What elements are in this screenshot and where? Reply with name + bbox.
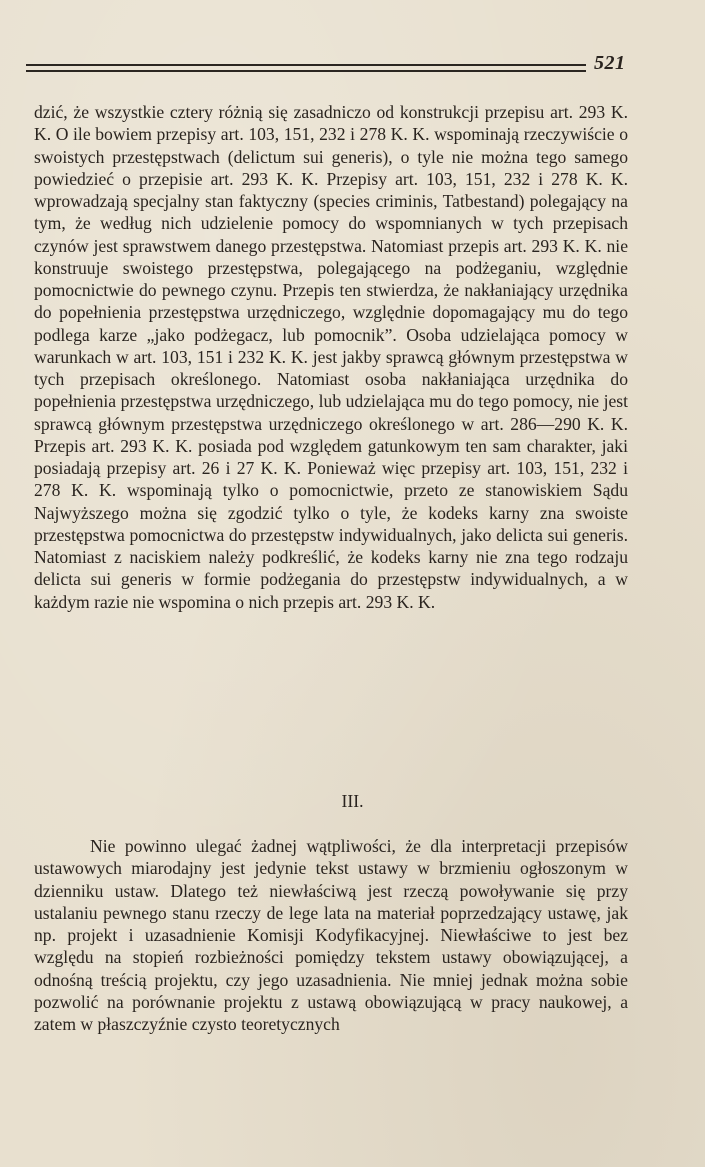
header-rule-top bbox=[26, 64, 586, 66]
body-text-section-2 bbox=[34, 101, 628, 613]
section-heading: III. bbox=[341, 791, 364, 811]
page-header bbox=[26, 52, 626, 78]
page-number: 521 bbox=[594, 52, 626, 74]
body-text-section-3 bbox=[34, 835, 628, 1035]
paragraph-continued: dzić, że wszystkie cztery różnią się zasadniczo od konstrukcji przepisu art. 293 K. K. O ile bowiem przepisy art. 103, 151, 232 i 278 K. K. wspominają rzeczywiście o swoistych przestępstwach (delictum sui generis), o tyle nie można tego samego powiedzieć o przepisie art. 293 K. K. Przepisy art. 103, 151, 232 i 278 K. K. wprowadzają specjalny stan faktyczny (species criminis, Tatbestand) polegający na tym, że według nich udzielenie pomocy do wspomnianych w tych przepisach czynów jest sprawstwem danego przestępstwa. Natomiast przepis art. 293 K. K. nie konstruuje swoistego przestępstwa, polegającego na podżeganiu, względnie pomocnictwie do pewnego czynu. Przepis ten stwierdza, że nakłaniający urzędnika do popełnienia przestępstwa urzędniczego, względnie dopomagający mu do tego podlega karze „jako podżegacz, lub pomocnik”. Osoba udzielająca pomocy w warunkach w art. 103, 151 i 232 K. K. jest jakby sprawcą głównym przestępstwa w tych przepisach określonego. Natomiast osoba nakłaniająca urzędnika do popełnienia przestępstwa urzędniczego, lub udzielająca mu do tego pomocy, nie jest sprawcą głównym przestępstwa urzędniczego określonego w art. 286—290 K. K. Przepis art. 293 K. K. posiada pod względem gatunkowym ten sam charakter, jaki posiadają przepisy art. 26 i 27 K. K. Ponieważ więc przepisy art. 103, 151, 232 i 278 K. K. wspominają tylko o pomocnictwie, przeto ze stanowiskiem Sądu Najwyższego można się zgodzić tylko o tyle, że kodeks karny zna swoiste przestępstwa pomocnictwa do przestępstw indywidualnych, jako delicta sui generis. Natomiast z naciskiem należy podkreślić, że kodeks karny nie zna tego rodzaju delicta sui generis w formie podżegania do przestępstw indywidualnych, a w każdym razie nie wspomina o nich przepis art. 293 K. K. bbox=[34, 102, 628, 612]
paragraph-section-3: Nie powinno ulegać żadnej wątpliwości, że dla interpretacji przepisów ustawowych miarodajny jest jedynie tekst ustawy w brzmieniu ogłoszonym w dzienniku ustaw. Dlatego też niewłaściwą jest rzeczą powoływanie się przy ustalaniu pewnego stanu rzeczy de lege lata na materiał poprzedzający ustawę, jak np. projekt i uzasadnienie Komisji Kodyfikacyjnej. Niewłaściwe to jest bez względu na stopień rozbieżności pomiędzy tekstem ustawy obowiązującej, a odnośną treścią projektu, czy jego uzasadnienia. Nie mniej jednak można sobie pozwolić na porównanie projektu z ustawą obowiązującą w pracy naukowej, a zatem w płaszczyźnie czysto teoretycznych bbox=[34, 836, 628, 1034]
header-rule-bottom bbox=[26, 70, 586, 72]
